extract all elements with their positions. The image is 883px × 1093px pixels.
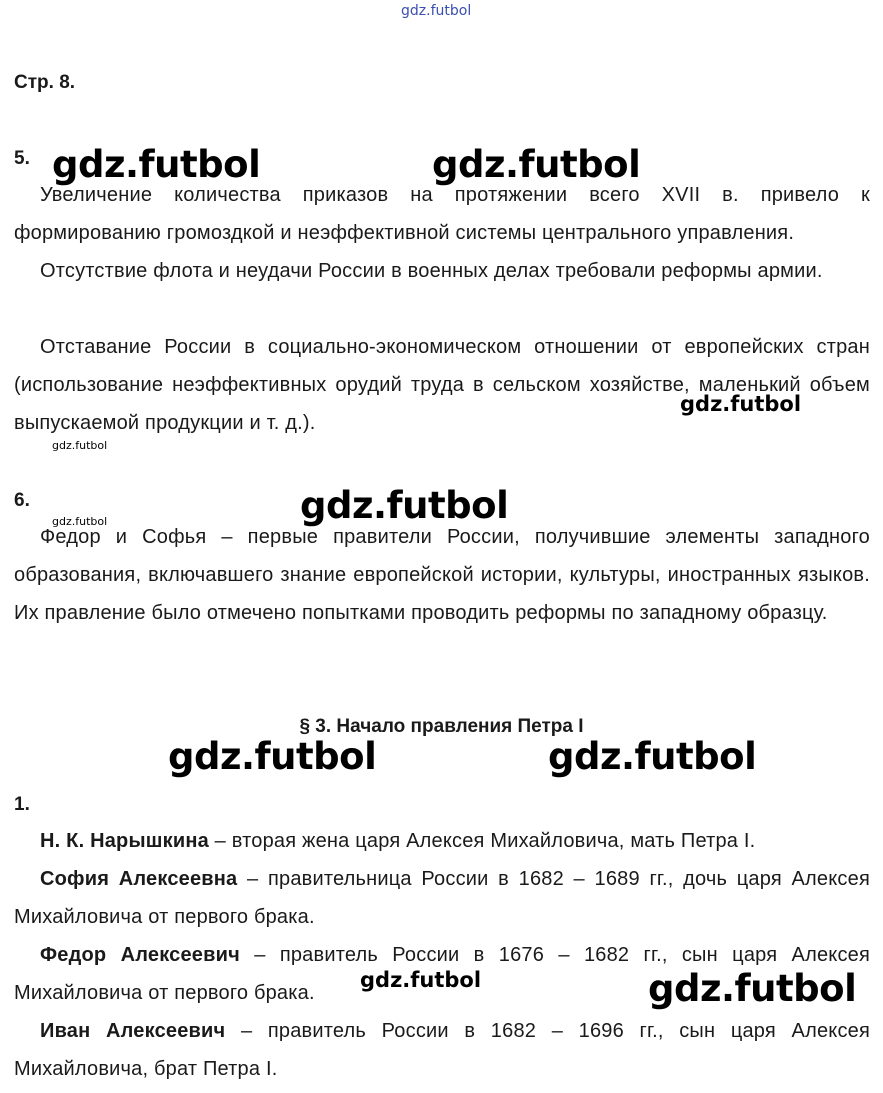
watermark-top: gdz.futbol — [401, 3, 472, 19]
q5-paragraph-2-text: Отсутствие флота и неудачи России в военных делах требовали реформы армии. — [40, 260, 823, 282]
page-reference: Стр. 8. — [14, 72, 76, 93]
q5-paragraph-2 — [14, 252, 870, 290]
s3-item-3-term: Федор Алексеевич — [40, 944, 240, 966]
q5-paragraph-3-text: Отставание России в социально-экономическом отношении от европейских стран (использование неэффективных орудий труда в сельском хозяйстве, маленький объем выпускаемой продукции и т. д.). — [14, 336, 870, 434]
s3-item-4-desc: – правитель России в 1682 – 1696 гг., сын царя Алексея Михайловича, брат Петра I. — [14, 1020, 870, 1080]
section-title: § 3. Начало правления Петра I — [299, 716, 584, 737]
watermark: gdz.futbol — [648, 967, 857, 1010]
q5-paragraph-1-text: Увеличение количества приказов на протяжении всего XVII в. привело к формированию громоздкой и неэффективной системы центрального управления. — [14, 184, 870, 244]
watermark: gdz.futbol — [52, 515, 108, 528]
s3-item-3-desc: – правитель России в 1676 – 1682 гг., сын царя Алексея Михайловича от первого брака. — [14, 944, 871, 1004]
s3-item-1-term: Н. К. Нарышкина — [40, 830, 209, 852]
s3-question-number-1: 1. — [14, 794, 30, 815]
q5-paragraph-1 — [14, 176, 870, 252]
question-number-6: 6. — [14, 490, 30, 511]
q5-paragraph-3 — [14, 328, 870, 442]
watermark: gdz.futbol — [52, 143, 261, 186]
s3-item-2-desc: – правительница России в 1682 – 1689 гг., дочь царя Алексея Михайловича от первого брака. — [14, 868, 870, 928]
s3-item-1-desc: – вторая жена царя Алексея Михайловича, мать Петра I. — [208, 830, 756, 852]
s3-item-2 — [14, 860, 870, 936]
s3-item-2-term: София Алексеевна — [40, 868, 238, 890]
s3-item-1 — [14, 822, 870, 860]
s3-item-4 — [14, 1012, 870, 1088]
watermark: gdz.futbol — [548, 735, 757, 778]
watermark: gdz.futbol — [52, 439, 108, 452]
watermark: gdz.futbol — [168, 735, 377, 778]
watermark: gdz.futbol — [680, 392, 802, 416]
watermark: gdz.futbol — [300, 484, 509, 527]
q6-paragraph-1 — [14, 515, 870, 632]
q6-paragraph-1-text: Федор и Софья – первые правители России, получившие элементы западного образования, включавшего знание европейской истории, культуры, иностранных языков. Их правление было отмечено попытками проводить реформы по западному образцу. — [14, 526, 870, 624]
question-number-5: 5. — [14, 148, 30, 169]
watermark: gdz.futbol — [360, 968, 482, 992]
s3-item-4-term: Иван Алексеевич — [40, 1020, 226, 1042]
watermark: gdz.futbol — [432, 143, 641, 186]
